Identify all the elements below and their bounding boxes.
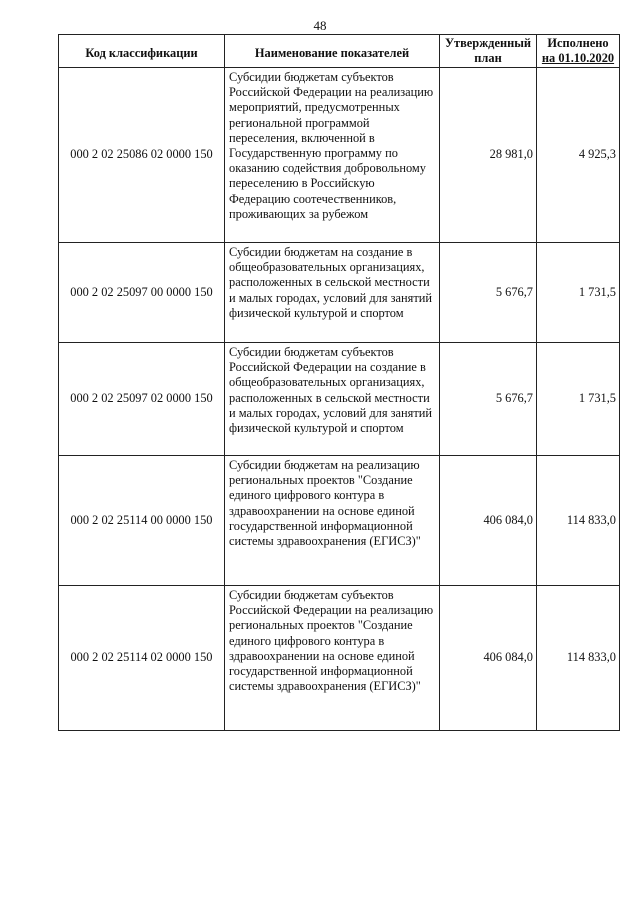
- header-classification-code: Код классификации: [59, 35, 225, 68]
- row-approved-plan: 5 676,7: [440, 243, 537, 343]
- header-executed: [537, 35, 620, 68]
- table-row: [59, 456, 620, 586]
- row-approved-plan: 406 084,0: [440, 586, 537, 731]
- header-executed-line1: Исполнено: [547, 36, 609, 50]
- row-indicator-name: Субсидии бюджетам субъектов Российской Федерации на реализацию региональных проектов "Создание единого цифрового контура в здравоохранении на основе единой государственной информационной системы здравоохранения (ЕГИСЗ)": [225, 586, 440, 731]
- row-classification-code: 000 2 02 25086 02 0000 150: [59, 68, 225, 243]
- row-executed: 4 925,3: [537, 68, 620, 243]
- row-indicator-name: Субсидии бюджетам на реализацию региональных проектов "Создание единого цифрового контура в здравоохранении на основе единой государственной информационной системы здравоохранения (ЕГИСЗ)": [225, 456, 440, 586]
- header-approved-plan: [440, 35, 537, 68]
- row-classification-code: 000 2 02 25097 00 0000 150: [59, 243, 225, 343]
- table-row: [59, 68, 620, 243]
- row-classification-code: 000 2 02 25114 00 0000 150: [59, 456, 225, 586]
- row-indicator-name: Субсидии бюджетам субъектов Российской Федерации на реализацию мероприятий, предусмотренных региональной программой переселения, включенной в Государственную программу по оказанию содействия добровольному переселению в Российскую Федерацию соотечественников, проживающих за рубежом: [225, 68, 440, 243]
- header-approved-plan-line2: план: [474, 51, 502, 65]
- row-indicator-name: Субсидии бюджетам субъектов Российской Федерации на создание в общеобразовательных организациях, расположенных в сельской местности и малых городах, условий для занятий физической культурой и спортом: [225, 343, 440, 456]
- row-executed: 114 833,0: [537, 456, 620, 586]
- row-executed: 114 833,0: [537, 586, 620, 731]
- row-approved-plan: 5 676,7: [440, 343, 537, 456]
- table-row: [59, 243, 620, 343]
- row-indicator-name: Субсидии бюджетам на создание в общеобразовательных организациях, расположенных в сельской местности и малых городах, условий для занятий физической культурой и спортом: [225, 243, 440, 343]
- row-classification-code: 000 2 02 25114 02 0000 150: [59, 586, 225, 731]
- table-row: [59, 586, 620, 731]
- row-executed: 1 731,5: [537, 343, 620, 456]
- header-approved-plan-line1: Утвержденный: [444, 36, 532, 50]
- budget-revenue-table: [58, 34, 620, 731]
- row-approved-plan: 406 084,0: [440, 456, 537, 586]
- row-executed: 1 731,5: [537, 243, 620, 343]
- header-indicator-name: Наименование показателей: [225, 35, 440, 68]
- page-number: 48: [313, 18, 327, 33]
- row-approved-plan: 28 981,0: [440, 68, 537, 243]
- table-row: [59, 343, 620, 456]
- row-classification-code: 000 2 02 25097 02 0000 150: [59, 343, 225, 456]
- table-header-row: [59, 35, 620, 68]
- header-executed-line2: на 01.10.2020: [541, 51, 615, 65]
